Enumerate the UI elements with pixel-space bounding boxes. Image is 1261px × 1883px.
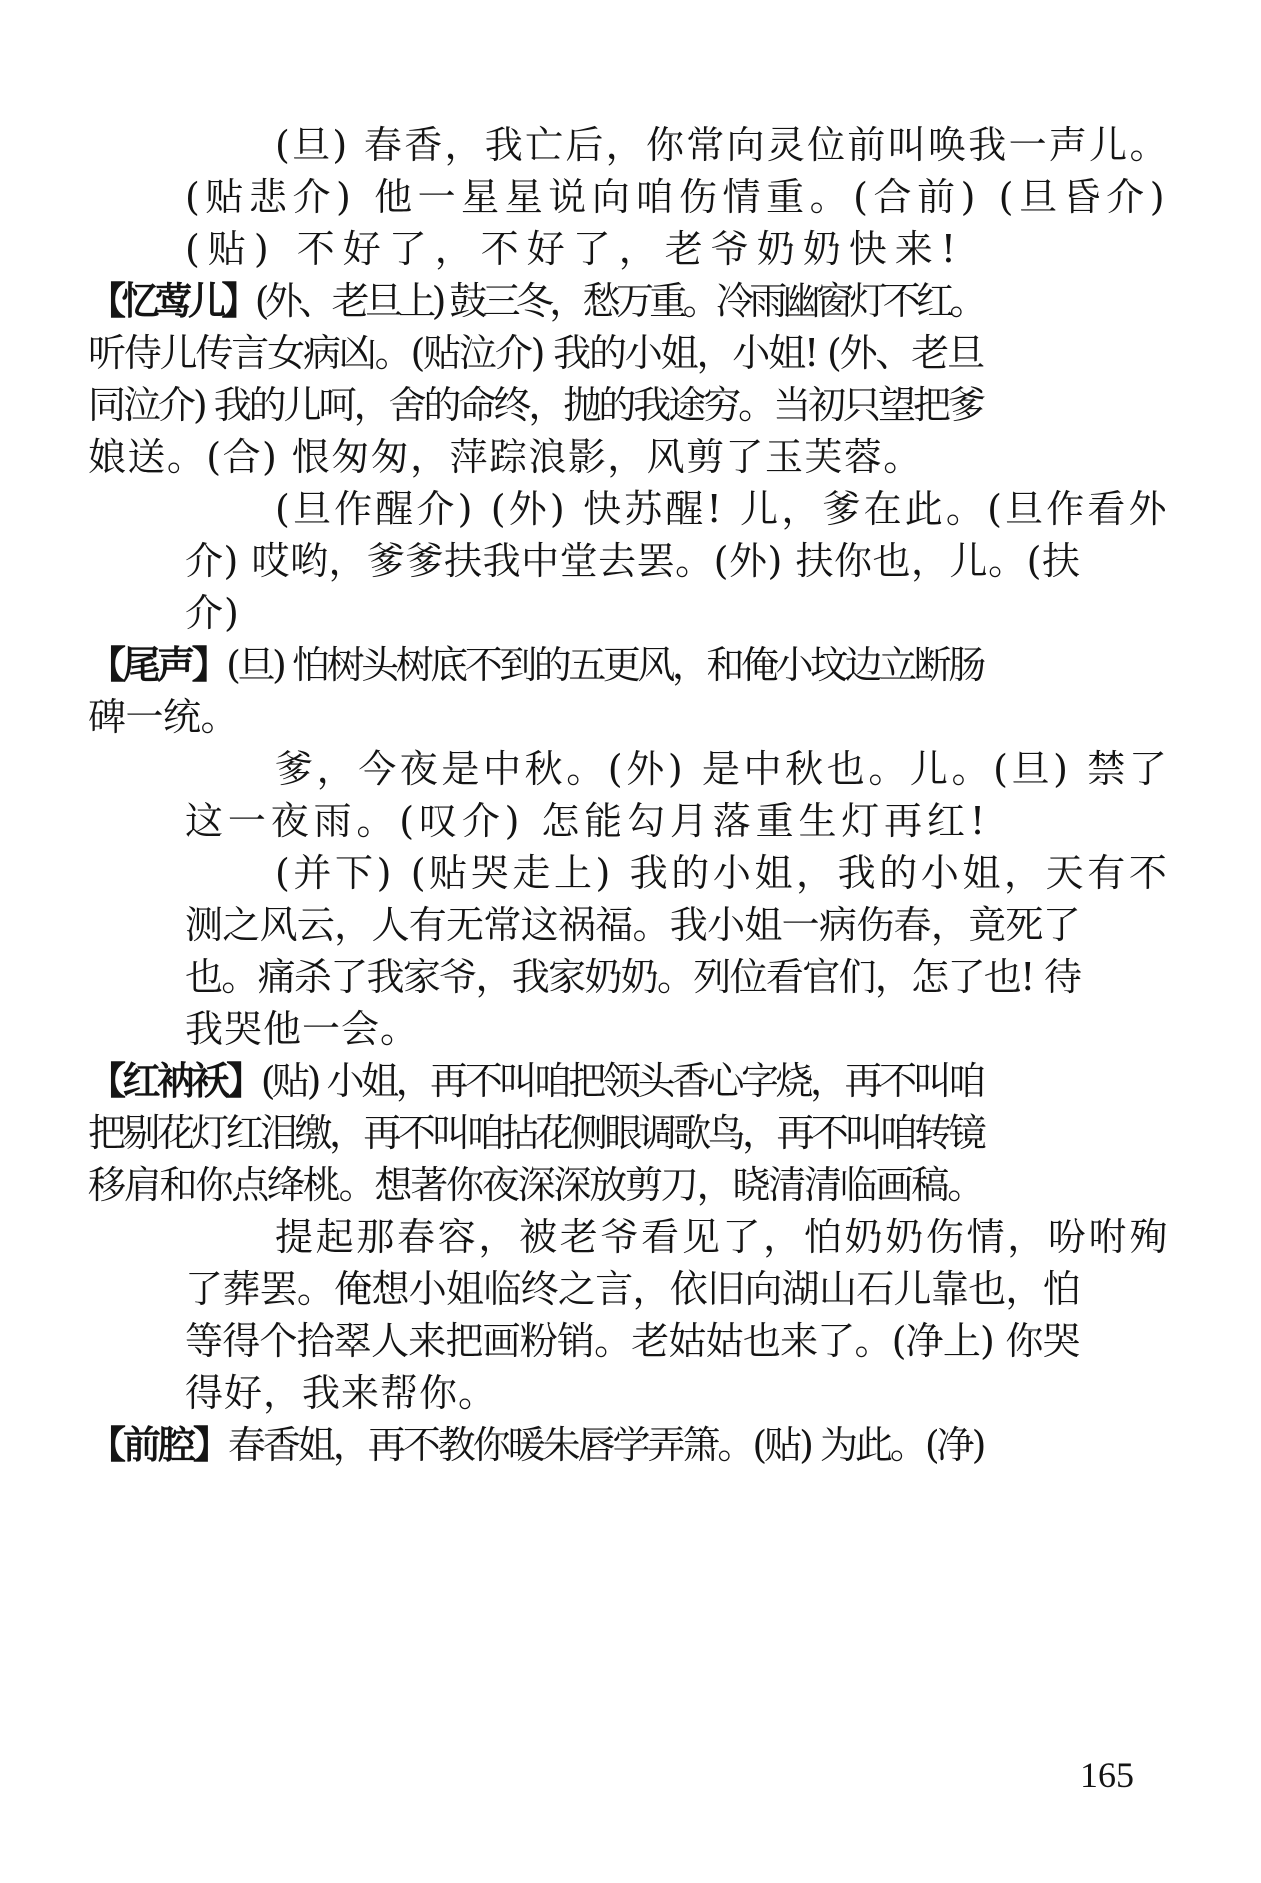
page-number: 165	[1080, 1755, 1134, 1795]
qupai-title: 【忆莺儿】	[88, 279, 255, 323]
line-text: 我哭他一会。	[185, 1007, 420, 1051]
qupai-title: 【尾声】	[88, 643, 227, 687]
line-text: 春香姐，再不教你暖朱唇学弄箫。(贴) 为此。(净)	[227, 1423, 984, 1467]
line-text: 把剔花灯红泪缴，再不叫咱拈花侧眼调歌鸟，再不叫咱转镜	[88, 1111, 984, 1155]
qupai-line	[88, 1414, 983, 1476]
line-text: (贴) 不好了，不好了，老爷奶奶快来!	[185, 227, 965, 271]
qupai-title: 【前腔】	[88, 1423, 228, 1467]
line-text: 同泣介) 我的儿呵，舍的命终，抛的我途穷。当初只望把爹	[88, 383, 983, 427]
line-text: (外、老旦上) 鼓三冬，愁万重。冷雨幽窗灯不红。	[254, 279, 983, 323]
line-text: 这一夜雨。(叹介) 怎能勾月落重生灯再红!	[185, 799, 991, 843]
line-text: 提起那春容，被老爷看见了，怕奶奶伤情，吩咐殉	[275, 1215, 1171, 1259]
line-text: (旦) 春香，我亡后，你常向灵位前叫唤我一声儿。	[275, 123, 1170, 167]
line-text: 娘送。(合) 恨匆匆，萍踪浪影，风剪了玉芙蓉。	[88, 435, 923, 479]
line-text: 爹，今夜是中秋。(外) 是中秋也。儿。(旦) 禁了	[275, 747, 1171, 791]
line-text: 等得个拾翠人来把画粉销。老姑姑也来了。(净上) 你哭	[185, 1319, 1080, 1363]
text-line	[88, 686, 238, 748]
text-line	[185, 530, 1080, 592]
line-text: 移肩和你点绛桃。想著你夜深深放剪刀，晓清清临画稿。	[88, 1163, 984, 1207]
line-text: (贴悲介) 他一星星说向咱伤情重。(合前) (旦昏介)	[185, 175, 1171, 219]
line-text: 听侍儿传言女病凶。(贴泣介) 我的小姐，小姐! (外、老旦	[88, 331, 983, 375]
qupai-title: 【红衲袄】	[88, 1059, 261, 1103]
line-text: 介)	[185, 591, 240, 635]
line-text: (旦作醒介) (外) 快苏醒! 儿，爹在此。(旦作看外	[275, 487, 1170, 531]
line-text: 测之风云，人有无常这祸福。我小姐一病伤春，竟死了	[185, 903, 1081, 947]
line-text: 得好，我来帮你。	[185, 1371, 498, 1415]
line-text: (贴) 小姐，再不叫咱把领头香心字烧，再不叫咱	[260, 1059, 983, 1103]
line-text: 了葬罢。俺想小姐临终之言，依旧向湖山石儿靠也，怕	[185, 1267, 1081, 1311]
line-text: 碑一统。	[88, 695, 239, 739]
line-text: 也。痛杀了我家爷，我家奶奶。列位看官们，怎了也! 待	[185, 955, 1081, 999]
line-text: 介) 哎哟，爹爹扶我中堂去罢。(外) 扶你也，儿。(扶	[185, 539, 1081, 583]
line-text: (旦) 怕树头树底不到的五更风，和俺小坟边立断肠	[226, 643, 983, 687]
line-text: (并下) (贴哭走上) 我的小姐，我的小姐，天有不	[275, 851, 1171, 895]
